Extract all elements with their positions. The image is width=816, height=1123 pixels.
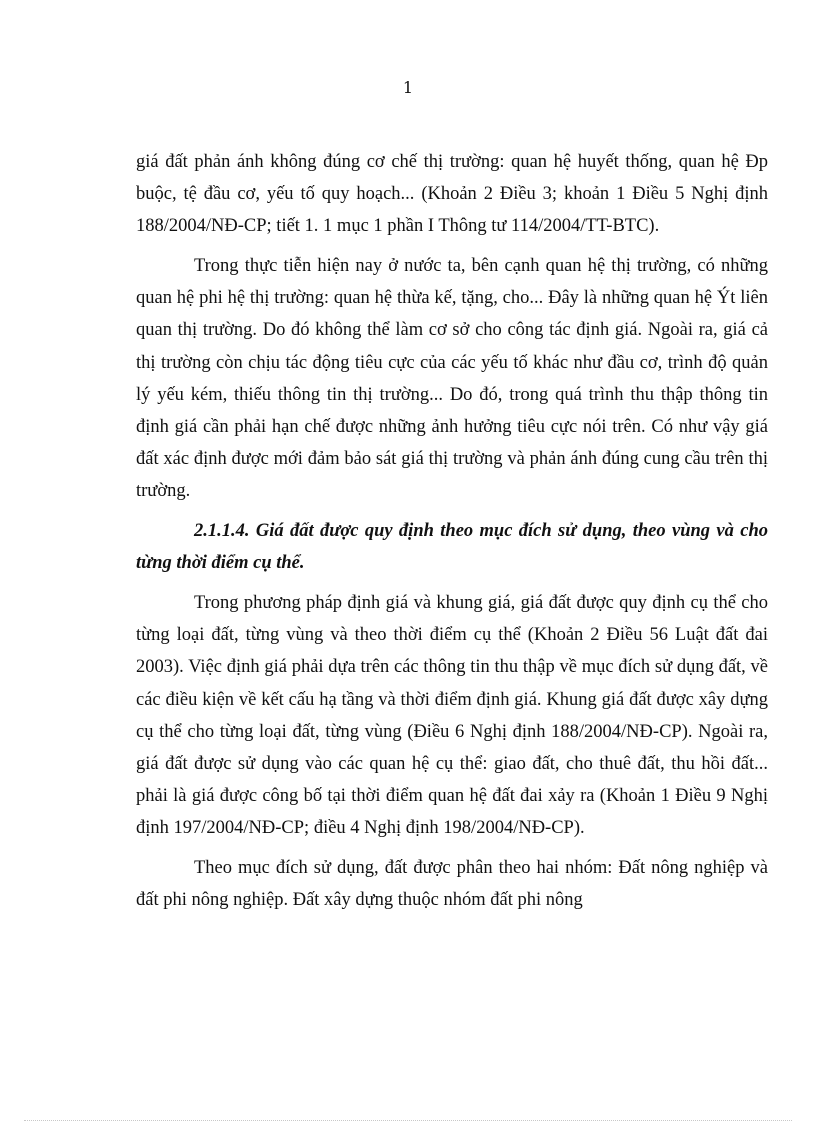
paragraph-market-relations: Trong thực tiễn hiện nay ở nước ta, bên cạnh quan hệ thị trường, có những quan hệ phi hệ thị trường: quan hệ thừa kế, tặng, cho... Đây là những quan hệ Ýt liên quan thị trường. Do đó không thể làm cơ sở cho công tác định giá. Ngoài ra, giá cả thị trường còn chịu tác động tiêu cực của các yếu tố khác như đầu cơ, trình độ quản lý yếu kém, thiếu thông tin thị trường... Do đó, trong quá trình thu thập thông tin định giá cần phải hạn chế được những ảnh hưởng tiêu cực nói trên. Có như vậy giá đất xác định được mới đảm bảo sát giá thị trường và phản ánh đúng cung cầu trên thị trường. <box>136 256 768 501</box>
paragraph-pricing-method: Trong phương pháp định giá và khung giá, giá đất được quy định cụ thể cho từng loại đất, từng vùng và theo thời điểm cụ thể (Khoản 2 Điều 56 Luật đất đai 2003). Việc định giá phải dựa trên các thông tin thu thập về mục đích sử dụng đất, về các điều kiện về kết cấu hạ tầng và thời điểm định giá. Khung giá đất được xây dựng cụ thể cho từng loại đất, từng vùng (Điều 6 Nghị định 188/2004/NĐ-CP). Ngoài ra, giá đất được sử dụng vào các quan hệ cụ thể: giao đất, cho thuê đất, thu hồi đất... phải là giá được công bố tại thời điểm quan hệ đất đai xảy ra (Khoản 1 Điều 9 Nghị định 197/2004/NĐ-CP; điều 4 Nghị định 198/2004/NĐ-CP). <box>136 593 768 838</box>
page-bottom-divider <box>24 1120 792 1121</box>
document-body <box>136 146 768 924</box>
paragraph-land-use-groups: Theo mục đích sử dụng, đất được phân theo hai nhóm: Đất nông nghiệp và đất phi nông nghiệp. Đất xây dựng thuộc nhóm đất phi nông <box>136 857 768 911</box>
paragraph-continuation: giá đất phản ánh không đúng cơ chế thị trường: quan hệ huyết thống, quan hệ Ðp buộc, tệ đầu cơ, yếu tố quy hoạch... (Khoản 2 Điều 3; khoản 1 Điều 5 Nghị định 188/2004/NĐ-CP; tiết 1. 1 mục 1 phần I Thông tư 114/2004/TT-BTC). <box>136 152 768 237</box>
page-number: 1 <box>402 78 414 97</box>
section-heading-2-1-1-4: 2.1.1.4. Giá đất được quy định theo mục đích sử dụng, theo vùng và cho từng thời điểm cụ thể. <box>136 521 768 574</box>
